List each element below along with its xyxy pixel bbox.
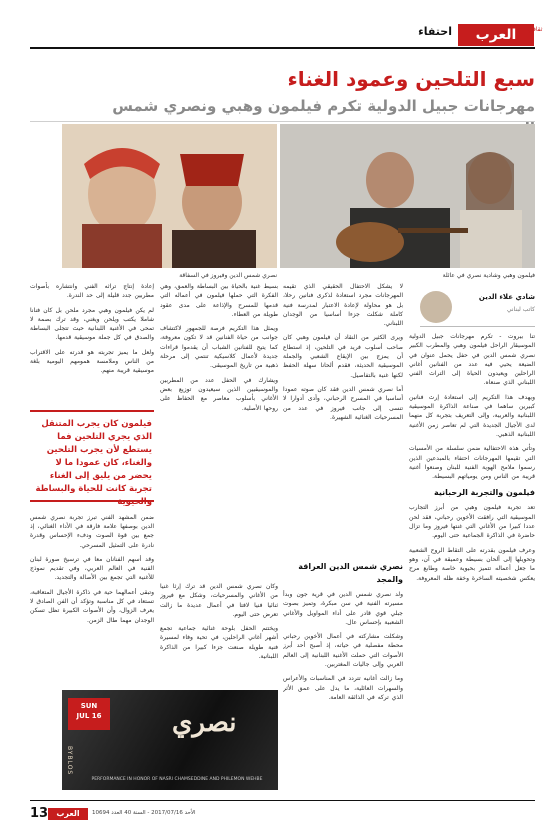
article-column-3: [160, 282, 278, 500]
paragraph: لا يشكل الاحتفال الحقيقي الذي تقيمه المهرجانات مجرد استعادة لذكرى فنانين رحلا، بل هو محاولة لإعادة الاعتبار لمدرسة فنية كاملة شكلت جزءا أساسيا من الوجدان اللبناني.: [283, 283, 403, 328]
avatar: [420, 291, 452, 323]
poster-date-day: SUN: [80, 702, 98, 710]
section-subheading: نصري شمس الدين العراقة والمجد: [298, 562, 403, 584]
paragraph: ويهدف هذا التكريم إلى استعادة إرث فنانين كبيرين ساهما في صناعة الذاكرة الموسيقية اللبنانية والعربية، وإلى التعريف بتجربة كل منهما لدى الأجيال الجديدة التي لم تعاصر زمن الأغنية اللبنانية الذهبي.: [409, 393, 535, 438]
paragraph: وتبقى أعمالهما حية في ذاكرة الأجيال المتعاقبة، تستعاد في كل مناسبة وتؤكد أن الفن الصادق لا يعرف الزوال، وأن الأصوات الكبيرة تظل تسكن الوجدان مهما طال الزمن.: [30, 588, 154, 624]
poster-title: نصري: [172, 708, 237, 738]
paragraph: وتأتي هذه الاحتفالية ضمن سلسلة من الأمسيات التي تقيمها المهرجانات احتفاء بالمبدعين الذين رسموا ملامح الهوية الفنية للبنان وصنعوا أغنية قريبة من الناس ومن يومياتهم البسيطة.: [409, 445, 535, 481]
photo-illustration: [280, 124, 535, 268]
footer-rule: [30, 800, 535, 801]
paragraph: ويختتم الحفل بلوحة غنائية جماعية تجمع أشهر أغاني الراحلين، في تحية وفاء لمسيرة فنية طويلة صنعت جزءا كبيرا من الذاكرة اللبنانية.: [160, 625, 278, 661]
poster-credit: PERFORMANCE IN HONOR OF NASRI CHAMSEDDINE AND PHILEMON WEHBE: [91, 777, 263, 782]
paragraph: لم يكن فيلمون وهبي مجرد ملحن بل كان فنانا شاملا يكتب ويلحن ويغني، وقد ترك بصمة لا تمحى في الأغنية اللبنانية حيث تتجلى البساطة والصدق في كل جملة موسيقية قدمها.: [30, 306, 154, 342]
article-column-2-lower: [283, 558, 403, 774]
paragraph: وشكلت مشاركته في أعمال الأخوين رحباني محطة مفصلية في حياته، إذ أصبح أحد أبرز الأصوات التي حملت الأغنية اللبنانية إلى العالم العربي وإلى جاليات المغتربين.: [283, 633, 403, 669]
poster-date-badge: [68, 698, 110, 730]
paragraph: ضمن المشهد الفني تبرز تجربة نصري شمس الدين بوصفها علامة فارقة في الأداء الغنائي، إذ جمع بين قوة الصوت ودفء الإحساس وقدرة نادرة على التمثيل المسرحي.: [30, 513, 154, 549]
photo-illustration: [62, 124, 277, 268]
paragraph: ولعل ما يميز تجربته هو قدرته على الاقتراب من الناس وملامسة همومهم اليومية بلغة موسيقية قريبة منهم.: [30, 348, 154, 375]
page-number: 13: [30, 806, 49, 821]
newspaper-logo: العرب: [458, 24, 534, 46]
article-column-2: [283, 282, 403, 552]
article-subtitle: مهرجانات جبيل الدولية تكرم فيلمون وهبي ونصري شمس: [112, 97, 535, 115]
header-rule: [30, 47, 535, 49]
photo-caption-right: فيلمون وهبي وشادية نصري في عائلة: [442, 272, 535, 279]
paragraph: ويشارك في الحفل عدد من المطربين والموسيقيين الذين سيعيدون توزيع بعض الأغاني بأسلوب معاصر مع الحفاظ على روحها الأصلية.: [160, 376, 278, 412]
paragraph: إعادة إنتاج تراثه الفني وانتشاره بأصوات مطربين جدد قليلة إلى حد الندرة.: [30, 283, 154, 300]
section-title: احتفاء: [418, 25, 452, 38]
paragraph: تعد تجربة فيلمون وهبي من أبرز التجارب الموسيقية التي رافقت الأخوين رحباني، فقد لحن عددا كبيرا من الأغاني التي غنتها فيروز وما تزال حاضرة في الذاكرة الجماعية حتى اليوم.: [409, 504, 535, 540]
title-divider: [30, 121, 535, 122]
paragraph: تنا بيروت - تكرم مهرجانات جبيل الدولية الموسيقار الراحل فيلمون وهبي والمطرب الكبير نصري شمس الدين في حفل يحمل عنوان في الضيعة يحيي فيه عدد من الفنانين أغاني الراحلين ويعيدون الحياة إلى التراث الفني اللبناني الذي صنعاه.: [409, 333, 535, 387]
poster-brand: BYBLOS: [66, 746, 73, 776]
paragraph: أما نصري شمس الدين فقد كان صوته عمودا أساسيا في المسرح الرحباني، وأدى أدوارا لا تنسى إلى جانب فيروز في عدد من المسرحيات الغنائية الشهيرة.: [283, 385, 403, 421]
author-name: شادي علاء الدين: [478, 293, 535, 301]
footer-logo: العرب: [48, 808, 88, 820]
paragraph: وكان نصري شمس الدين قد ترك إرثا غنيا من الأغاني والمسرحيات، وشكل مع فيروز ثنائيا فنيا لافتا في أعمال عديدة ما زالت تعرض حتى اليوم.: [160, 583, 278, 618]
paragraph: ولد نصري شمس الدين في قرية جون وبدأ مسيرته الفنية في سن مبكرة، وتميز بصوت جبلي قوي قادر على أداء المواويل والأغاني الشعبية بإحساس عال.: [283, 591, 403, 626]
pull-quote: فيلمون كان يجرب المتنقل الذي يجري التلحين فما يستطع لأن يجرب التلحين والغناء، كان عمودا ما لا يحضر من يليق إلى الغناء تجربة كانت للحياة والبساطة والحيوية: [30, 410, 154, 502]
photo-nasri-and-fairuz: [62, 124, 277, 268]
article-title: سبع التلحين وعمود الغناء: [287, 67, 535, 91]
paragraph: ويمثل هذا التكريم فرصة للجمهور لاكتشاف جوانب من حياة الفنانين قد لا تكون معروفة، كما يتيح للفنانين الشباب أن يقدموا قراءات جديدة لأعمال كلاسيكية تنتمي إلى مرحلة ذهبية من تاريخ الموسيقى.: [160, 325, 278, 370]
paragraph: وعرف فيلمون بقدرته على التقاط الروح الشعبية وتحويلها إلى ألحان بسيطة وعميقة في آن، وهو ما جعل أعماله تتميز بحيوية خاصة وطابع مرح يعكس شخصيته الساخرة وخفة ظله المعروفة.: [409, 546, 535, 582]
article-column-1: [409, 332, 535, 777]
logo-supplement-label: ثقافي: [528, 26, 543, 33]
paragraph: بسيط غنية بالحياة بين البساطة والعمق، وهي الفكرة التي حملها فيلمون في أعماله التي قدمها للمسرح والإذاعة على مدى عقود طويلة من العطاء.: [160, 283, 278, 318]
poster-date-month: JUL 16: [76, 712, 102, 720]
photo-caption-left: نصري شمس الدين وفيروز في السفاقة: [179, 272, 277, 279]
event-poster: [62, 690, 278, 790]
page-footer: [0, 800, 550, 825]
issue-date: الأحد 2017/07/16 - السنة 40 العدد 10694: [92, 810, 196, 816]
paragraph: وقد أسهم الفنانان معا في ترسيخ صورة لبنان الفنية في العالم العربي، وفي تقديم نموذج للأغنية التي تجمع بين الأصالة والتجديد.: [30, 555, 154, 582]
masthead: [0, 0, 550, 58]
paragraph: وما زالت أغانيه تتردد في المناسبات والأعراس والسهرات العائلية، ما يدل على عمق الأثر الذي تركه في الذائقة العامة.: [283, 675, 403, 701]
photo-philemon-with-oud: [280, 124, 535, 268]
author-byline: [420, 289, 535, 327]
paragraph: ويرى الكثير من النقاد أن فيلمون وهبي كان صاحب أسلوب فريد في التلحين، إذ استطاع أن يمزج بين الإيقاع الشعبي والجملة الموسيقية الحديثة، فقدم ألحانا سهلة الحفظ لكنها غنية بالتفاصيل.: [283, 334, 403, 379]
author-role: كاتب لبناني: [506, 306, 535, 313]
section-subheading: فيلمون والتجربة الرحبانية: [433, 488, 535, 498]
